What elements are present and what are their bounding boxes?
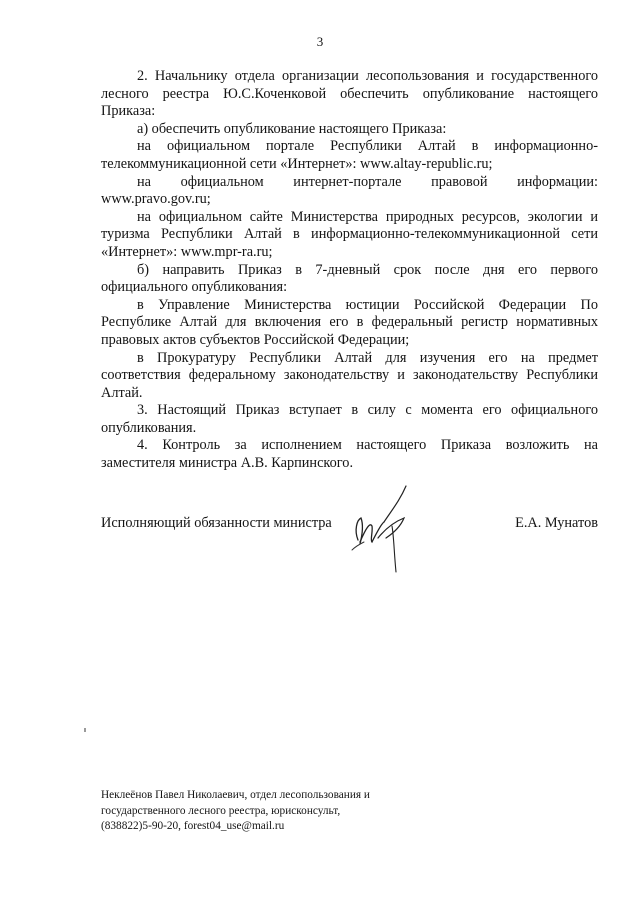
paragraph-portal-altay-republic: на официальном портале Республики Алтай в информационно-телекоммуникационной сети «Интернет»: www.altay-republic.ru; <box>101 138 598 172</box>
paragraph-effective-date: 3. Настоящий Приказ вступает в силу с момента его официального опубликования. <box>101 402 598 436</box>
footer-line: (838822)5-90-20, forest04_use@mail.ru <box>101 820 285 832</box>
signatory-name: Е.А. Мунатов <box>515 515 598 531</box>
paragraph-control: 4. Контроль за исполнением настоящего Приказа возложить на заместителя министра А.В. Карпинского. <box>101 437 598 472</box>
document-body <box>101 68 598 473</box>
paragraph-publication-order: 2. Начальнику отдела организации лесопользования и государственного лесного реестра Ю.С.Коченковой обеспечить опубликование настоящего Приказа: <box>101 68 598 120</box>
footer-line: государственного лесного реестра, юрисконсульт, <box>101 804 341 817</box>
footer-line: Неклеёнов Павел Николаевич, отдел лесопользования и <box>101 789 370 801</box>
paragraph-ministry-site: на официальном сайте Министерства природных ресурсов, экологии и туризма Республики Алтай в информационно-телекоммуникационной сети «Интернет»: www.mpr-ra.ru; <box>101 208 598 260</box>
paragraph-justice-ministry: в Управление Министерства юстиции Российской Федерации По Республике Алтай для включения его в федеральный регистр нормативных правовых актов субъектов Российской Федерации; <box>101 296 598 348</box>
signatory-title: Исполняющий обязанности министра <box>101 515 332 531</box>
handwritten-signature <box>348 480 430 580</box>
paragraph-send-subitem-b: б) направить Приказ в 7-дневный срок после дня его первого официального опубликования: <box>101 261 598 296</box>
page-number: 3 <box>316 34 324 49</box>
paragraph-publish-subitem-a: а) обеспечить опубликование настоящего Приказа: <box>137 120 447 137</box>
paragraph-pravo-gov: на официальном интернет-портале правовой информации: www.pravo.gov.ru; <box>101 173 598 208</box>
paragraph-prosecutor-office: в Прокуратуру Республики Алтай для изучения его на предмет соответствия федеральному законодательству и законодательству Республики Алтай. <box>101 349 598 401</box>
scan-mark <box>84 728 86 732</box>
executor-footer <box>101 788 431 835</box>
